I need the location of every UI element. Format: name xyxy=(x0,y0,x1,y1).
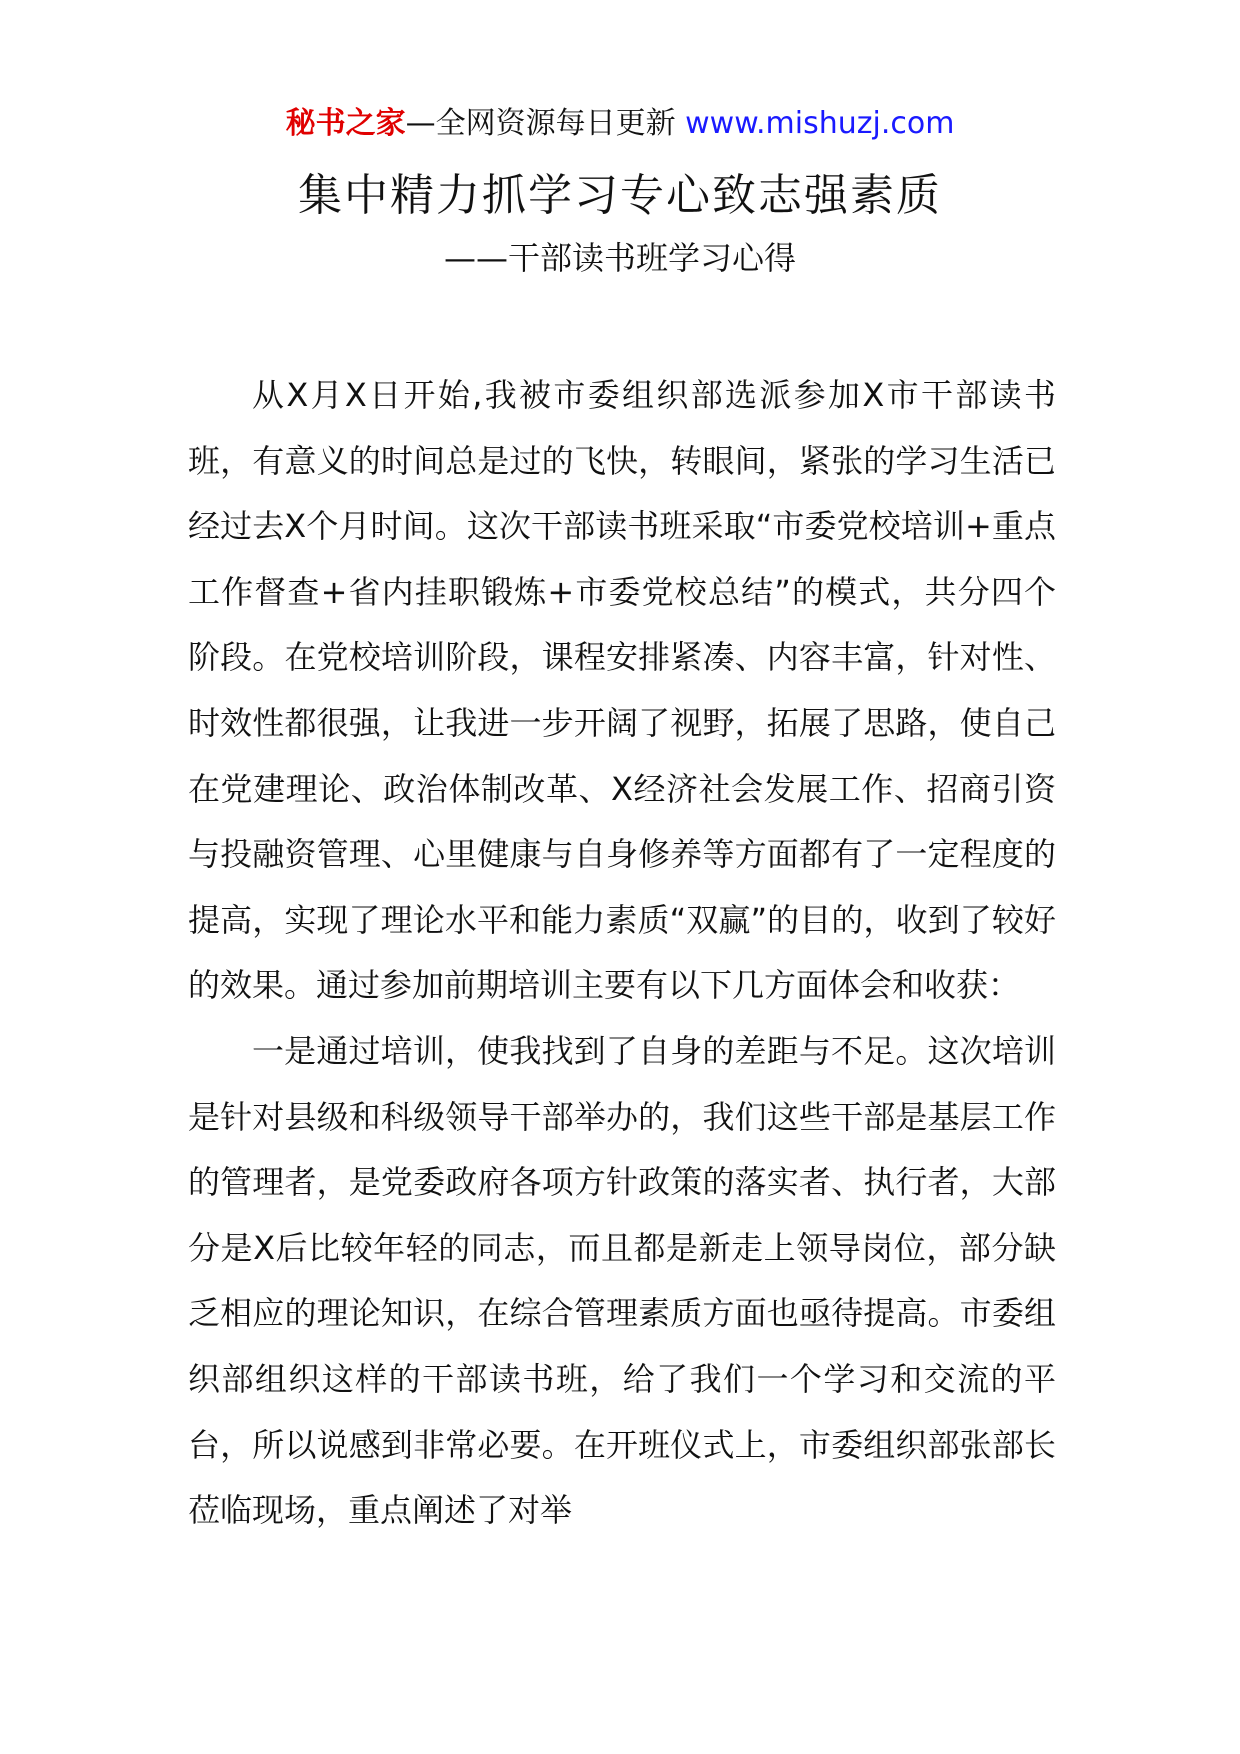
document-body xyxy=(188,363,1056,1544)
site-tagline: —全网资源每日更新 xyxy=(405,106,686,141)
site-header xyxy=(0,102,1240,146)
site-url-link[interactable]: www.mishuzj.com xyxy=(685,106,955,141)
document-title: 集中精力抓学习专心致志强素质 xyxy=(298,170,942,221)
paragraph: 从X月X日开始,我被市委组织部选派参加X市干部读书班，有意义的时间总是过的飞快，转眼间，紧张的学习生活已经过去X个月时间。这次干部读书班采取“市委党校培训+重点工作督查+省内挂职锻炼+市委党校总结”的模式，共分四个阶段。在党校培训阶段，课程安排紧凑、内容丰富，针对性、时效性都很强，让我进一步开阔了视野，拓展了思路，使自己在党建理论、政治体制改革、X经济社会发展工作、招商引资与投融资管理、心里健康与自身修养等方面都有了一定程度的提高，实现了理论水平和能力素质“双赢”的目的，收到了较好的效果。通过参加前期培训主要有以下几方面体会和收获： xyxy=(188,376,1056,1005)
document-subtitle: ——干部读书班学习心得 xyxy=(443,239,796,277)
paragraph: 一是通过培训，使我找到了自身的差距与不足。这次培训是针对县级和科级领导干部举办的，我们这些干部是基层工作的管理者，是党委政府各项方针政策的落实者、执行者，大部分是X后比较年轻的同志，而且都是新走上领导岗位，部分缺乏相应的理论知识，在综合管理素质方面也亟待提高。市委组织部组织这样的干部读书班，给了我们一个学习和交流的平台，所以说感到非常必要。在开班仪式上，市委组织部张部长莅临现场，重点阐述了对举 xyxy=(188,1031,1056,1530)
site-brand: 秘书之家 xyxy=(285,106,406,141)
